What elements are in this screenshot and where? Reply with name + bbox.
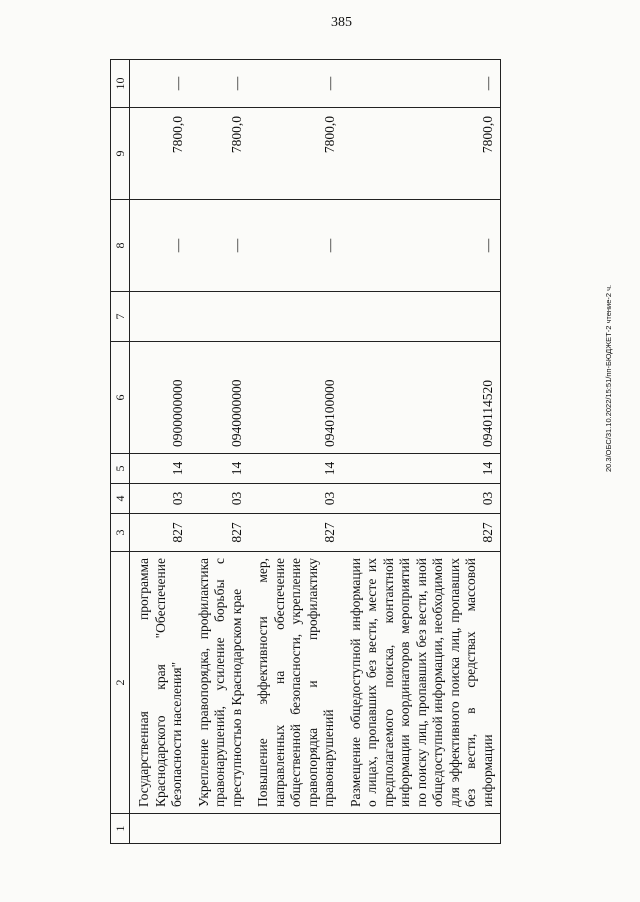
amount-cell-col8: —: [190, 200, 250, 292]
target-article-cell: 0900000000: [130, 342, 190, 454]
header-row: [111, 60, 130, 844]
section-cell: 03: [342, 484, 501, 514]
expense-type-cell: [130, 292, 190, 342]
header-cell: 3: [111, 514, 130, 552]
header-cell: 9: [111, 108, 130, 200]
description-cell: Повышение эффективности мер, направленных на обеспечение общественной безопасности, укрепление правопорядка и профилактику правонарушений: [249, 552, 342, 814]
table-row: [190, 60, 250, 844]
expense-type-cell: [249, 292, 342, 342]
page-number: 385: [331, 15, 352, 30]
amount-cell-col9: 7800,0: [249, 108, 342, 200]
row-number-cell: [130, 814, 190, 844]
subsection-cell: 14: [249, 454, 342, 484]
header-cell: 1: [111, 814, 130, 844]
amount-cell-col8: —: [130, 200, 190, 292]
amount-cell-col8: —: [249, 200, 342, 292]
ministry-code-cell: 827: [190, 514, 250, 552]
amount-cell-col9: 7800,0: [342, 108, 501, 200]
table-row: [130, 60, 190, 844]
document-footer-code: 20.3/ОБС/31.10.2022/15:51/пп-БЮДЖЕТ-2 чтение-2 ч.: [604, 284, 613, 472]
subsection-cell: 14: [190, 454, 250, 484]
header-cell: 2: [111, 552, 130, 814]
description-cell: Государственная программа Краснодарского края "Обеспечение безопасности населения": [130, 552, 190, 814]
header-cell: 6: [111, 342, 130, 454]
row-number-cell: [342, 814, 501, 844]
amount-cell-col10: —: [190, 60, 250, 108]
ministry-code-cell: 827: [249, 514, 342, 552]
row-number-cell: [249, 814, 342, 844]
target-article-cell: 0940114520: [342, 342, 501, 454]
table-row: [342, 60, 501, 844]
header-cell: 8: [111, 200, 130, 292]
description-cell: Размещение общедоступной информации о лицах, пропавших без вести, месте их предполагаемого поиска, контактной информации координаторов мероприятий по поиску лиц, пропавших без вести, иной общедоступной информации, необходимой для эффективного поиска лиц, пропавших без вести, в средствах массовой информации: [342, 552, 501, 814]
amount-cell-col10: —: [342, 60, 501, 108]
expense-type-cell: [190, 292, 250, 342]
header-cell: 10: [111, 60, 130, 108]
table-row: [249, 60, 342, 844]
header-cell: 7: [111, 292, 130, 342]
amount-cell-col10: —: [249, 60, 342, 108]
amount-cell-col9: 7800,0: [130, 108, 190, 200]
description-cell: Укрепление правопорядка, профилактика правонарушений, усиление борьбы с преступностью в Краснодарском крае: [190, 552, 250, 814]
section-cell: 03: [190, 484, 250, 514]
amount-cell-col8: —: [342, 200, 501, 292]
target-article-cell: 0940000000: [190, 342, 250, 454]
subsection-cell: 14: [130, 454, 190, 484]
budget-table: [110, 59, 501, 844]
amount-cell-col10: —: [130, 60, 190, 108]
section-cell: 03: [249, 484, 342, 514]
subsection-cell: 14: [342, 454, 501, 484]
header-cell: 5: [111, 454, 130, 484]
expense-type-cell: [342, 292, 501, 342]
budget-table-rotated: [110, 60, 522, 844]
header-cell: 4: [111, 484, 130, 514]
amount-cell-col9: 7800,0: [190, 108, 250, 200]
section-cell: 03: [130, 484, 190, 514]
row-number-cell: [190, 814, 250, 844]
ministry-code-cell: 827: [342, 514, 501, 552]
target-article-cell: 0940100000: [249, 342, 342, 454]
ministry-code-cell: 827: [130, 514, 190, 552]
